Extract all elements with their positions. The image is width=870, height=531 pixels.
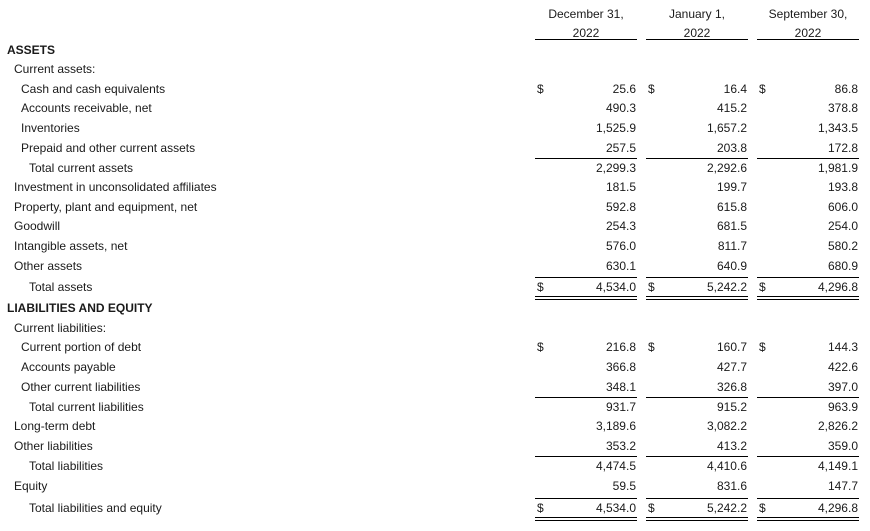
section-heading: ASSETS xyxy=(7,43,56,57)
column-header-sep-30 xyxy=(757,5,859,43)
subtotal-rule xyxy=(535,277,637,278)
currency-symbol: $ xyxy=(537,280,544,294)
row-label: Total assets xyxy=(29,280,93,294)
currency-symbol: $ xyxy=(759,280,766,294)
row-label: Goodwill xyxy=(14,219,61,233)
row-label: Prepaid and other current assets xyxy=(21,141,196,155)
subtotal-rule xyxy=(646,277,748,278)
cell-value: 4,534.0 xyxy=(595,280,636,294)
cell-value: 326.8 xyxy=(716,380,747,394)
row-label: Intangible assets, net xyxy=(14,239,128,253)
table-row xyxy=(0,40,870,60)
subtotal-rule xyxy=(535,456,637,457)
row-label: Current liabilities: xyxy=(14,321,107,335)
total-double-rule xyxy=(646,517,748,521)
table-row xyxy=(0,357,870,377)
table-row xyxy=(0,197,870,217)
cell-value: 257.5 xyxy=(605,141,636,155)
cell-value: 640.9 xyxy=(716,259,747,273)
cell-value: 413.2 xyxy=(716,439,747,453)
cell-value: 366.8 xyxy=(605,360,636,374)
row-label: Property, plant and equipment, net xyxy=(14,200,198,214)
row-label: Other current liabilities xyxy=(21,380,141,394)
cell-value: 147.7 xyxy=(827,479,858,493)
cell-value: 5,242.2 xyxy=(706,280,747,294)
cell-value: 193.8 xyxy=(827,180,858,194)
cell-value: 1,525.9 xyxy=(595,121,636,135)
row-label: Current assets: xyxy=(14,62,96,76)
cell-value: 1,343.5 xyxy=(817,121,858,135)
row-label: Equity xyxy=(14,479,48,493)
table-row xyxy=(0,298,870,318)
row-label: Other liabilities xyxy=(14,439,93,453)
subtotal-rule xyxy=(646,456,748,457)
column-header-jan-1 xyxy=(646,5,748,43)
currency-symbol: $ xyxy=(537,340,544,354)
subtotal-rule xyxy=(646,158,748,159)
row-label: Total current liabilities xyxy=(29,400,144,414)
cell-value: 353.2 xyxy=(605,439,636,453)
cell-value: 680.9 xyxy=(827,259,858,273)
section-heading: LIABILITIES AND EQUITY xyxy=(7,301,153,315)
cell-value: 630.1 xyxy=(605,259,636,273)
row-label: Cash and cash equivalents xyxy=(21,82,166,96)
cell-value: 3,189.6 xyxy=(595,419,636,433)
currency-symbol: $ xyxy=(648,82,655,96)
row-label: Total liabilities xyxy=(29,459,104,473)
cell-value: 931.7 xyxy=(605,400,636,414)
cell-value: 59.5 xyxy=(612,479,636,493)
cell-value: 86.8 xyxy=(834,82,858,96)
cell-value: 592.8 xyxy=(605,200,636,214)
table-row xyxy=(0,158,870,178)
cell-value: 681.5 xyxy=(716,219,747,233)
column-header-line1: December 31, xyxy=(548,7,624,21)
table-row xyxy=(0,377,870,397)
cell-value: 359.0 xyxy=(827,439,858,453)
subtotal-rule xyxy=(646,498,748,499)
cell-value: 2,292.6 xyxy=(706,161,747,175)
currency-symbol: $ xyxy=(537,82,544,96)
row-label: Total current assets xyxy=(29,161,134,175)
table-row xyxy=(0,416,870,436)
cell-value: 427.7 xyxy=(716,360,747,374)
cell-value: 811.7 xyxy=(717,239,747,253)
table-row xyxy=(0,498,870,518)
column-header-line1: September 30, xyxy=(768,7,848,21)
table-row xyxy=(0,436,870,456)
subtotal-rule xyxy=(757,456,859,457)
cell-value: 2,826.2 xyxy=(817,419,858,433)
column-header-line2: 2022 xyxy=(794,26,822,40)
cell-value: 615.8 xyxy=(716,200,747,214)
cell-value: 3,082.2 xyxy=(706,419,747,433)
cell-value: 199.7 xyxy=(716,180,747,194)
cell-value: 216.8 xyxy=(605,340,636,354)
subtotal-rule xyxy=(535,498,637,499)
total-double-rule xyxy=(535,517,637,521)
subtotal-rule xyxy=(535,158,637,159)
cell-value: 203.8 xyxy=(716,141,747,155)
cell-value: 254.0 xyxy=(827,219,858,233)
table-row xyxy=(0,397,870,417)
currency-symbol: $ xyxy=(537,501,544,515)
column-header-dec-31 xyxy=(535,5,637,43)
table-row xyxy=(0,59,870,79)
cell-value: 915.2 xyxy=(716,400,747,414)
currency-symbol: $ xyxy=(648,501,655,515)
cell-value: 490.3 xyxy=(605,101,636,115)
row-label: Accounts payable xyxy=(21,360,116,374)
table-row xyxy=(0,216,870,236)
cell-value: 348.1 xyxy=(605,380,636,394)
cell-value: 181.5 xyxy=(605,180,636,194)
cell-value: 5,242.2 xyxy=(706,501,747,515)
cell-value: 4,296.8 xyxy=(817,280,858,294)
currency-symbol: $ xyxy=(648,280,655,294)
row-label: Inventories xyxy=(21,121,80,135)
table-row xyxy=(0,79,870,99)
subtotal-rule xyxy=(757,158,859,159)
table-row xyxy=(0,177,870,197)
currency-symbol: $ xyxy=(759,340,766,354)
cell-value: 160.7 xyxy=(716,340,747,354)
cell-value: 4,410.6 xyxy=(706,459,747,473)
subtotal-rule xyxy=(757,498,859,499)
table-row xyxy=(0,118,870,138)
currency-symbol: $ xyxy=(759,82,766,96)
cell-value: 16.4 xyxy=(723,82,747,96)
column-header-line1: January 1, xyxy=(668,7,726,21)
cell-value: 963.9 xyxy=(827,400,858,414)
row-label: Accounts receivable, net xyxy=(21,101,152,115)
row-label: Investment in unconsolidated affiliates xyxy=(14,180,217,194)
total-double-rule xyxy=(757,517,859,521)
cell-value: 606.0 xyxy=(827,200,858,214)
cell-value: 1,657.2 xyxy=(706,121,747,135)
cell-value: 4,474.5 xyxy=(595,459,636,473)
cell-value: 4,149.1 xyxy=(817,459,858,473)
table-row xyxy=(0,98,870,118)
cell-value: 4,534.0 xyxy=(595,501,636,515)
cell-value: 397.0 xyxy=(827,380,858,394)
cell-value: 415.2 xyxy=(716,101,747,115)
cell-value: 580.2 xyxy=(827,239,858,253)
cell-value: 2,299.3 xyxy=(595,161,636,175)
cell-value: 4,296.8 xyxy=(817,501,858,515)
row-label: Long-term debt xyxy=(14,419,96,433)
cell-value: 144.3 xyxy=(827,340,858,354)
subtotal-rule xyxy=(535,397,637,398)
column-header-line2: 2022 xyxy=(572,26,600,40)
table-row xyxy=(0,138,870,158)
currency-symbol: $ xyxy=(648,340,655,354)
table-row xyxy=(0,256,870,276)
cell-value: 1,981.9 xyxy=(817,161,858,175)
subtotal-rule xyxy=(757,397,859,398)
row-label: Total liabilities and equity xyxy=(29,501,162,515)
table-row xyxy=(0,337,870,357)
column-header-line2: 2022 xyxy=(683,26,711,40)
table-row xyxy=(0,456,870,476)
cell-value: 254.3 xyxy=(605,219,636,233)
table-row xyxy=(0,277,870,297)
cell-value: 25.6 xyxy=(612,82,636,96)
subtotal-rule xyxy=(757,277,859,278)
table-row xyxy=(0,476,870,496)
cell-value: 576.0 xyxy=(605,239,636,253)
table-row xyxy=(0,318,870,338)
cell-value: 172.8 xyxy=(827,141,858,155)
cell-value: 831.6 xyxy=(716,479,747,493)
row-label: Other assets xyxy=(14,259,83,273)
row-label: Current portion of debt xyxy=(21,340,142,354)
subtotal-rule xyxy=(646,397,748,398)
cell-value: 422.6 xyxy=(827,360,858,374)
table-row xyxy=(0,236,870,256)
cell-value: 378.8 xyxy=(827,101,858,115)
currency-symbol: $ xyxy=(759,501,766,515)
